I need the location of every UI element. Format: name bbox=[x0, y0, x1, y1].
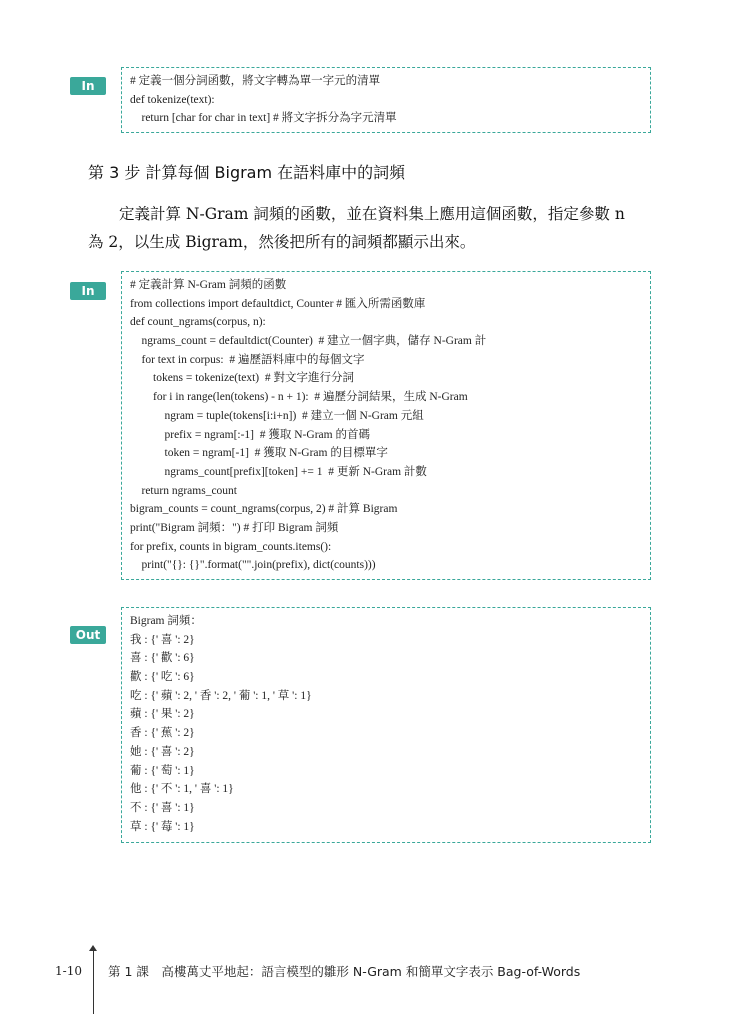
in-label-2: In bbox=[70, 282, 106, 300]
code-line: prefix = ngram[:-1] # 獲取 N-Gram 的首碼 bbox=[130, 428, 370, 441]
code-line: return ngrams_count bbox=[130, 484, 237, 497]
output-line: 喜 : {' 歡 ': 6} bbox=[130, 652, 195, 665]
output-line: 香 : {' 蕉 ': 2} bbox=[130, 727, 195, 740]
code-line: for i in range(len(tokens) - n + 1): # 遍歷分詞結果，生成 N-Gram bbox=[130, 391, 468, 404]
footer-divider bbox=[93, 950, 94, 1014]
page-number: 1-10 bbox=[55, 964, 82, 978]
output-line: 歡 : {' 吃 ': 6} bbox=[130, 671, 195, 684]
paragraph-line-2: 為 2，以生成 Bigram，然後把所有的詞頻都顯示出來。 bbox=[88, 233, 476, 251]
code-line: bigram_counts = count_ngrams(corpus, 2) # 計算 Bigram bbox=[130, 503, 398, 516]
output-line: 他 : {' 不 ': 1, ' 喜 ': 1} bbox=[130, 783, 234, 796]
output-line: 葡 : {' 萄 ': 1} bbox=[130, 764, 195, 777]
code-line: ngrams_count[prefix][token] += 1 # 更新 N-Gram 計數 bbox=[130, 465, 427, 478]
output-line: 蘋 : {' 果 ': 2} bbox=[130, 708, 195, 721]
output-line: 我 : {' 喜 ': 2} bbox=[130, 633, 195, 646]
output-line: 草 : {' 莓 ': 1} bbox=[130, 820, 195, 833]
code-line: ngram = tuple(tokens[i:i+n]) # 建立一個 N-Gram 元組 bbox=[130, 409, 424, 422]
code-line: for prefix, counts in bigram_counts.items(): bbox=[130, 540, 332, 553]
step-heading: 第 3 步 計算每個 Bigram 在語料庫中的詞頻 bbox=[88, 163, 406, 182]
code-line: for text in corpus: # 遍歷語料庫中的每個文字 bbox=[130, 353, 365, 366]
code-line: print("{}: {}".format("".join(prefix), dict(counts))) bbox=[130, 559, 376, 572]
chapter-title: 第 1 課 高樓萬丈平地起：語言模型的雛形 N-Gram 和簡單文字表示 Bag-of-Words bbox=[108, 964, 581, 979]
code-block-tokenize bbox=[121, 67, 651, 133]
code-line: def count_ngrams(corpus, n): bbox=[130, 316, 266, 329]
output-line: 吃 : {' 蘋 ': 2, ' 香 ': 2, ' 葡 ': 1, ' 草 ': 1} bbox=[130, 689, 312, 702]
paragraph-line-1: 定義計算 N-Gram 詞頻的函數，並在資料集上應用這個函數，指定參數 n bbox=[119, 205, 625, 223]
code-line: # 定義計算 N-Gram 詞頻的函數 bbox=[130, 279, 287, 291]
code-line: print("Bigram 詞頻：") # 打印 Bigram 詞頻 bbox=[130, 521, 339, 534]
code-line: ngrams_count = defaultdict(Counter) # 建立一個字典，儲存 N-Gram 計 bbox=[130, 335, 487, 348]
code-line: return [char for char in text] # 將文字拆分為字元清單 bbox=[130, 112, 397, 125]
in-label-1: In bbox=[70, 77, 106, 95]
output-block bbox=[121, 607, 651, 843]
code-line: # 定義一個分詞函數，將文字轉為單一字元的清單 bbox=[130, 75, 381, 87]
code-line: tokens = tokenize(text) # 對文字進行分詞 bbox=[130, 372, 354, 385]
code-line: def tokenize(text): bbox=[130, 93, 215, 106]
code-line: from collections import defaultdict, Counter # 匯入所需函數庫 bbox=[130, 297, 426, 310]
output-line: 她 : {' 喜 ': 2} bbox=[130, 745, 195, 758]
out-label: Out bbox=[70, 626, 106, 644]
output-line: Bigram 詞頻： bbox=[130, 615, 202, 627]
output-line: 不 : {' 喜 ': 1} bbox=[130, 801, 195, 814]
code-line: token = ngram[-1] # 獲取 N-Gram 的目標單字 bbox=[130, 447, 388, 460]
code-block-count-ngrams bbox=[121, 271, 651, 580]
